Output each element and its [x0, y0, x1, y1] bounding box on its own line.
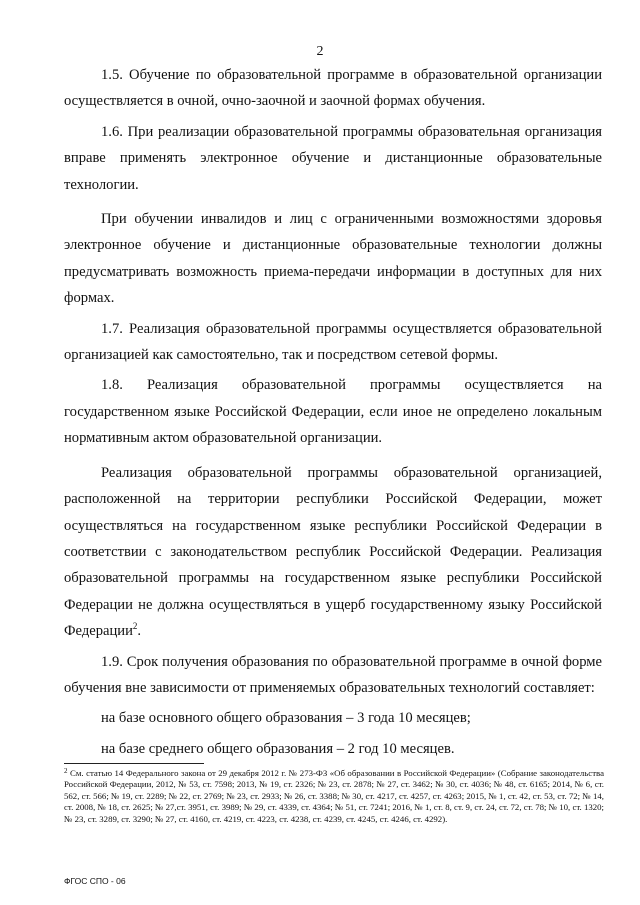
paragraph-1-5: 1.5. Обучение по образовательной программе в образовательной организации осуществляется в очной, очно-заочной и заочной формах обучения. — [64, 67, 602, 110]
paragraph-1-8: 1.8. Реализация образовательной программы осуществляется на государственном языке Российской Федерации, если иное не определено локальным нормативным актом образовательной организации. — [64, 377, 602, 447]
paragraph-1-7: 1.7. Реализация образовательной программы осуществляется образовательной организацией как самостоятельно, так и посредством сетевой формы. — [64, 320, 602, 364]
footnote — [64, 768, 604, 825]
duration-basic-education: на базе основного общего образования – 3 года 10 месяцев; — [101, 710, 471, 727]
period: . — [137, 623, 142, 640]
footnote-divider — [64, 763, 204, 764]
footnote-text: См. статью 14 Федерального закона от 29 декабря 2012 г. № 273-ФЗ «Об образовании в Российской Федерации» (Собрание законодательства Российской Федерации, 2012, № 53, ст. 7598; 2013, № 19, ст. 2326; № 23, ст. 2878; № 27, ст. 3462; № 30, ст. 4036; № 48, ст. 6165; 2014, № 6, ст. 562, ст. 566; № 19, ст. 2289; № 22, ст. 2769; № 23, ст. 2933; № 26, ст. 3388; № 30, ст. 4217, ст. 4257, ст. 4263; 2015, № 1, ст. 42, ст. 53, ст. 72; № 14, ст. 2008, № 18, ст. 2625; № 27,ст. 3951, ст. 3989; № 29, ст. 4339, ст. 4364; № 51, ст. 7241; 2016, № 1, ст. 8, ст. 9, ст. 24, ст. 72, ст. 78; № 10, ст. 1320; № 23, ст. 3289, ст. 3290; № 27, ст. 4160, ст. 4219, ст. 4223, ст. 4238, ст. 4239, ст. 4245, ст. 4246, ст. 4292). — [64, 768, 604, 824]
duration-secondary-education: на базе среднего общего образования – 2 год 10 месяцев. — [101, 740, 455, 757]
document-footer: ФГОС СПО - 06 — [64, 876, 126, 886]
footnote-marker: 2 — [64, 767, 68, 775]
paragraph-republic-language-text: Реализация образовательной программы образовательной организацией, расположенной на территории республики Российской Федерации, может осуществляться на государственном языке республики Российской Федерации в соответствии с законодательством республик Российской Федерации. Реализация образовательной программы на государственном языке республики Российской Федерации не должна осуществляться в ущерб государственному языку Российской Федерации — [64, 464, 602, 640]
page-number: 2 — [316, 44, 324, 59]
document-body — [64, 62, 602, 762]
footnote-reference[interactable]: 2 — [132, 621, 138, 632]
paragraph-1-9: 1.9. Срок получения образования по образовательной программе в очной форме обучения вне зависимости от применяемых образовательных технологий составляет: — [64, 653, 602, 696]
paragraph-republic-language — [64, 460, 602, 645]
paragraph-1-6: 1.6. При реализации образовательной программы образовательная организация вправе применять электронное обучение и дистанционные образовательные технологии. — [64, 123, 602, 193]
paragraph-disabled-learners: При обучении инвалидов и лиц с ограниченными возможностями здоровья электронное обучение и дистанционные образовательные технологии должны предусматривать возможность приема-передачи информации в доступных для них формах. — [64, 211, 602, 307]
